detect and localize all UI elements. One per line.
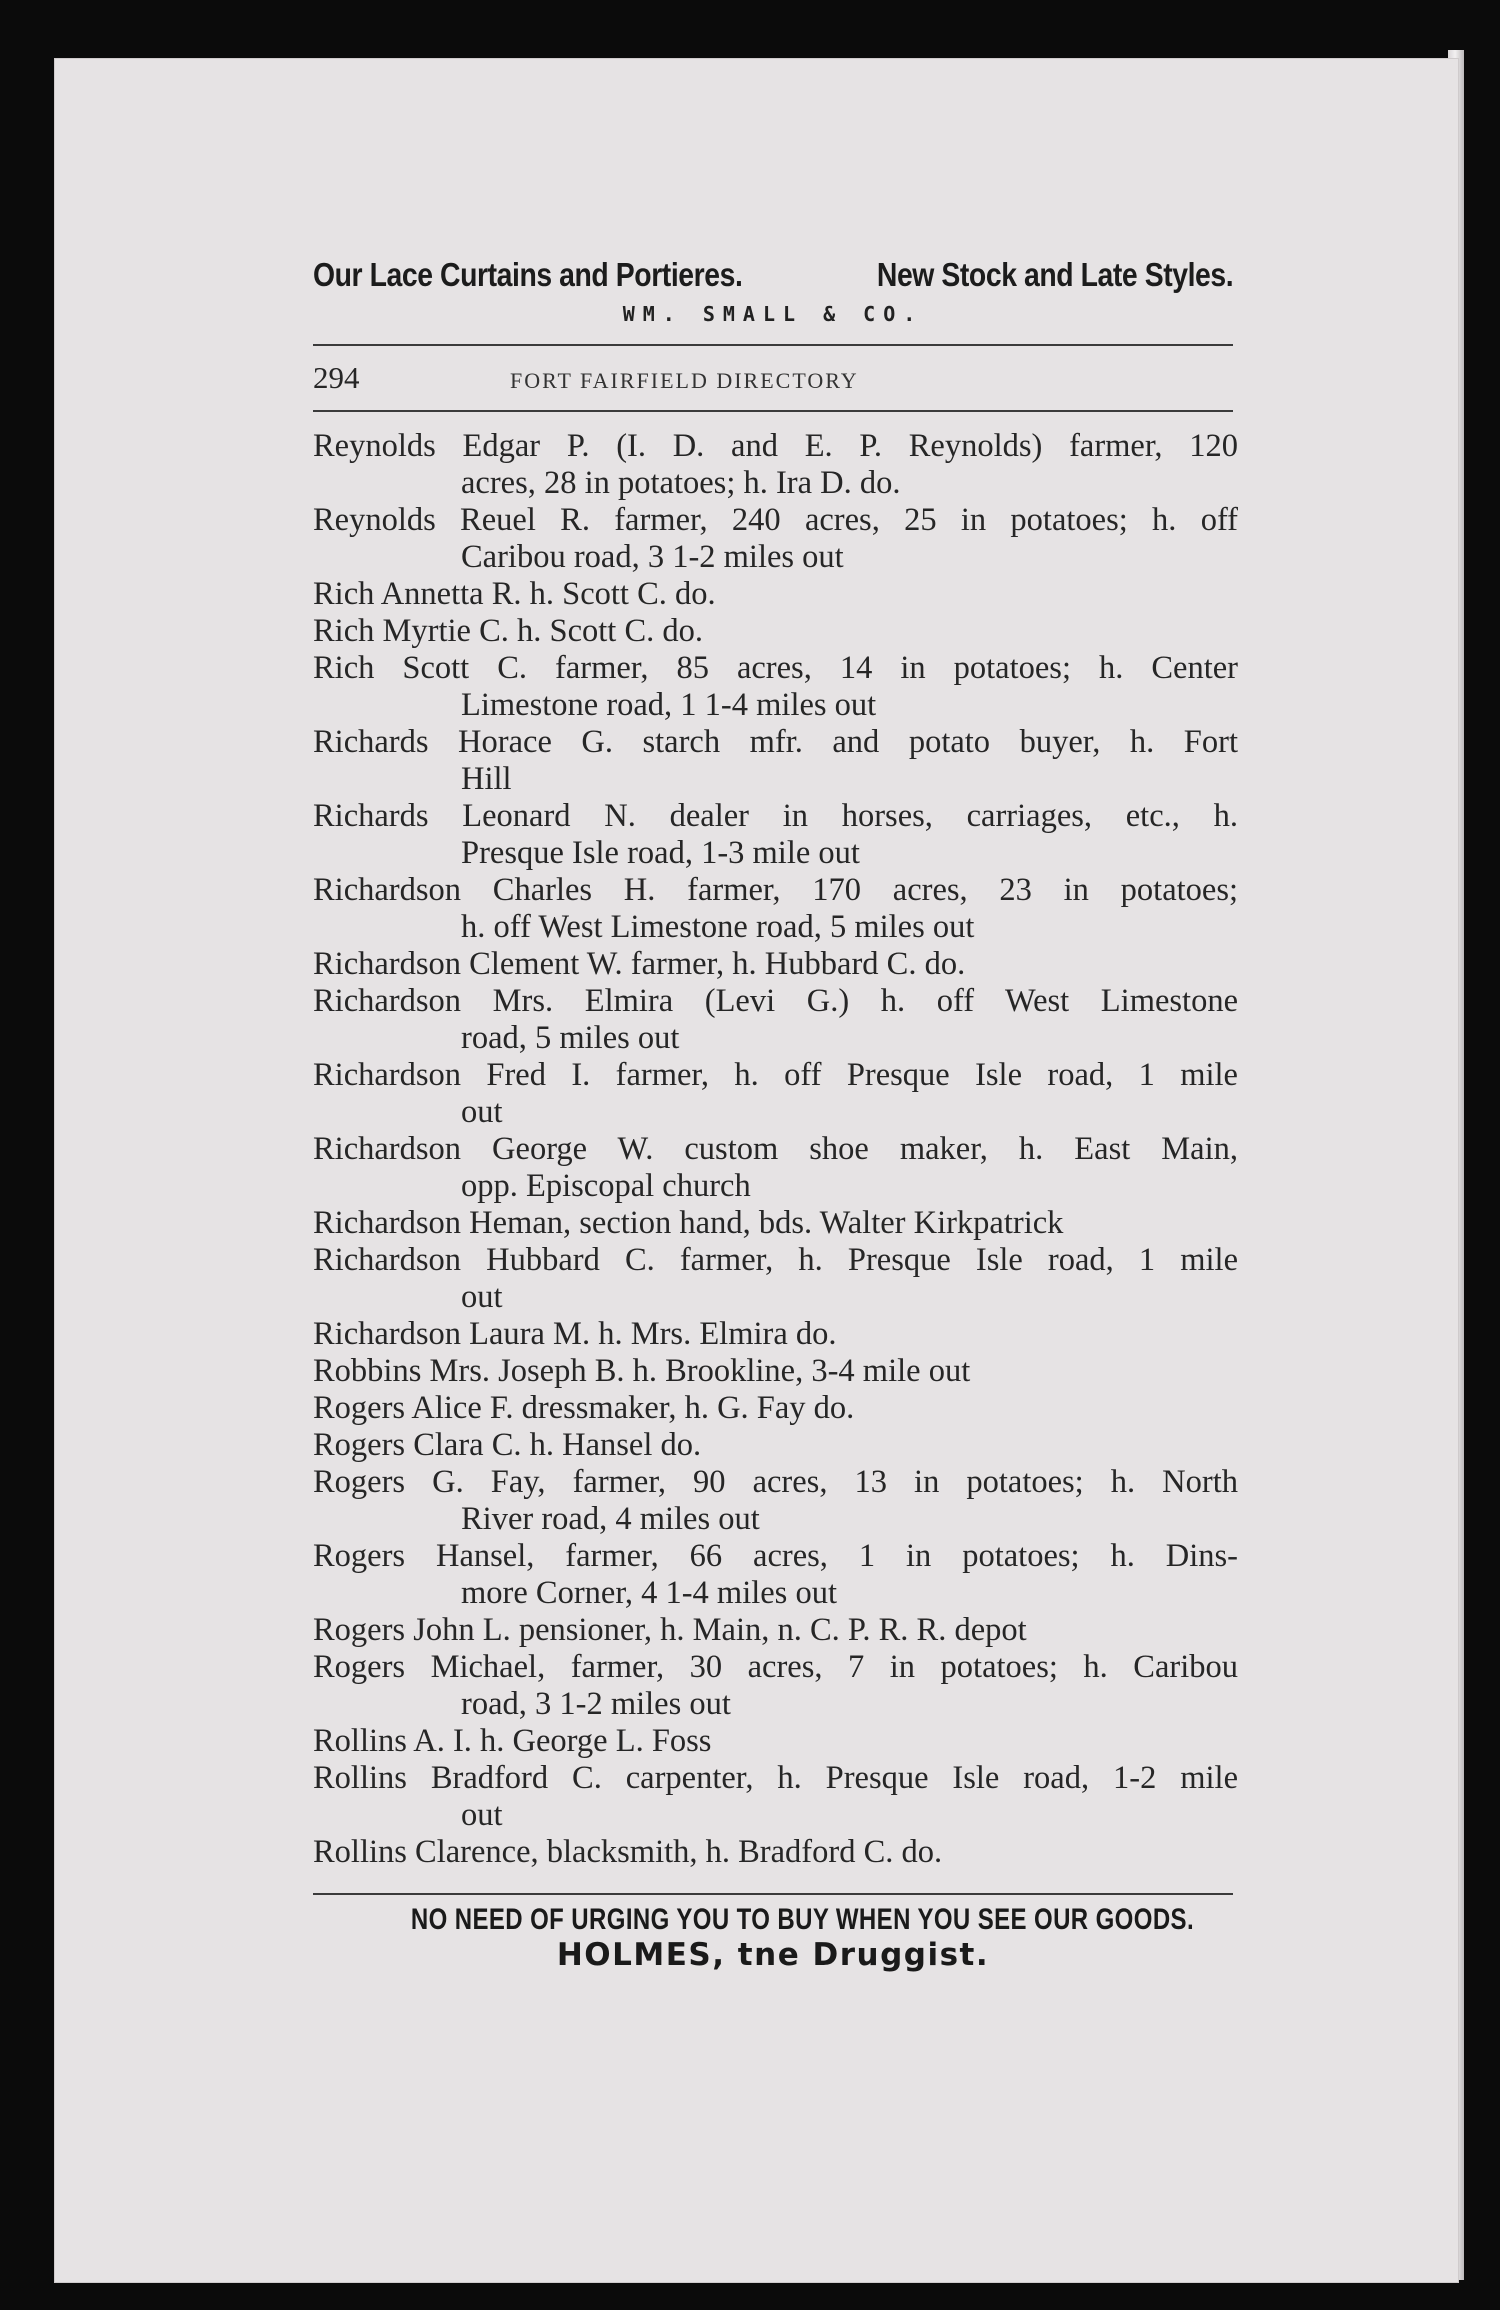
entry-continuation-line: out xyxy=(461,1279,503,1315)
page-number: 294 xyxy=(313,360,360,395)
directory-entry xyxy=(313,1464,1238,1538)
entry-line: Reynolds Edgar P. (I. D. and E. P. Reynolds) farmer, 120 xyxy=(313,428,1238,464)
entry-line: Richardson Heman, section hand, bds. Walter Kirkpatrick xyxy=(313,1205,1064,1241)
entry-line: Richardson Charles H. farmer, 170 acres, 23 in potatoes; xyxy=(313,872,1238,908)
entry-line: Richards Horace G. starch mfr. and potato buyer, h. Fort xyxy=(313,724,1238,760)
entry-continuation-line: Presque Isle road, 1-3 mile out xyxy=(461,835,860,871)
entry-line: Robbins Mrs. Joseph B. h. Brookline, 3-4 mile out xyxy=(313,1353,971,1389)
entry-line: Rogers Michael, farmer, 30 acres, 7 in potatoes; h. Caribou xyxy=(313,1649,1238,1685)
entry-continuation-line: h. off West Limestone road, 5 miles out xyxy=(461,909,975,945)
bottom-ad-headline: NO NEED OF URGING YOU TO BUY WHEN YOU SEE OUR GOODS. xyxy=(410,1903,1195,1936)
entry-line: Reynolds Reuel R. farmer, 240 acres, 25 in potatoes; h. off xyxy=(313,502,1238,538)
top-ad-headline-left: Our Lace Curtains and Portieres. xyxy=(313,256,743,293)
directory-entry xyxy=(313,576,1238,613)
directory-entry xyxy=(313,798,1238,872)
directory-entry xyxy=(313,1205,1238,1242)
directory-entry xyxy=(313,1760,1238,1834)
entry-continuation-line: acres, 28 in potatoes; h. Ira D. do. xyxy=(461,465,901,501)
entry-continuation-line: opp. Episcopal church xyxy=(461,1168,751,1204)
directory-entry xyxy=(313,724,1238,798)
entry-line: Richardson George W. custom shoe maker, h. East Main, xyxy=(313,1131,1238,1167)
directory-entry xyxy=(313,650,1238,724)
directory-entry xyxy=(313,946,1238,983)
directory-entry xyxy=(313,428,1238,502)
top-ad-advertiser: WM. SMALL & CO. xyxy=(622,302,924,326)
directory-entry xyxy=(313,613,1238,650)
directory-entry xyxy=(313,1390,1238,1427)
directory-entry xyxy=(313,1316,1238,1353)
entry-line: Rogers John L. pensioner, h. Main, n. C. P. R. R. depot xyxy=(313,1612,1027,1648)
directory-entry xyxy=(313,1353,1238,1390)
entry-line: Richards Leonard N. dealer in horses, carriages, etc., h. xyxy=(313,798,1238,834)
entry-continuation-line: road, 5 miles out xyxy=(461,1020,680,1056)
entry-line: Rogers Clara C. h. Hansel do. xyxy=(313,1427,702,1463)
entry-line: Richardson Fred I. farmer, h. off Presque Isle road, 1 mile xyxy=(313,1057,1238,1093)
entry-line: Richardson Laura M. h. Mrs. Elmira do. xyxy=(313,1316,837,1352)
directory-entry xyxy=(313,1834,1238,1871)
directory-entry xyxy=(313,1723,1238,1760)
directory-entry xyxy=(313,1057,1238,1131)
directory-entry xyxy=(313,1242,1238,1316)
top-ad-headline-right: New Stock and Late Styles. xyxy=(876,256,1234,293)
top-ad-headline xyxy=(313,256,1233,294)
entry-line: Rollins Bradford C. carpenter, h. Presque Isle road, 1-2 mile xyxy=(313,1760,1238,1796)
entry-continuation-line: out xyxy=(461,1094,503,1130)
directory-entry xyxy=(313,1612,1238,1649)
entry-continuation-line: out xyxy=(461,1797,503,1833)
header-rule xyxy=(313,410,1233,412)
entry-line: Rogers Hansel, farmer, 66 acres, 1 in potatoes; h. Dins- xyxy=(313,1538,1238,1574)
entry-line: Rollins A. I. h. George L. Foss xyxy=(313,1723,712,1759)
entry-line: Rich Scott C. farmer, 85 acres, 14 in potatoes; h. Center xyxy=(313,650,1238,686)
directory-entry xyxy=(313,872,1238,946)
entry-continuation-line: Hill xyxy=(461,761,512,797)
directory-entry xyxy=(313,502,1238,576)
entry-line: Rogers Alice F. dressmaker, h. G. Fay do. xyxy=(313,1390,855,1426)
top-advertisement xyxy=(313,256,1233,326)
directory-entry xyxy=(313,1649,1238,1723)
page-content xyxy=(313,256,1238,1973)
entry-line: Rich Annetta R. h. Scott C. do. xyxy=(313,576,716,612)
directory-entry xyxy=(313,1131,1238,1205)
entry-continuation-line: Caribou road, 3 1-2 miles out xyxy=(461,539,844,575)
directory-entry xyxy=(313,983,1238,1057)
entry-continuation-line: road, 3 1-2 miles out xyxy=(461,1686,731,1722)
entry-line: Richardson Mrs. Elmira (Levi G.) h. off West Limestone xyxy=(313,983,1238,1019)
bottom-advertisement xyxy=(313,1903,1233,1973)
directory-entry xyxy=(313,1538,1238,1612)
entry-line: Rollins Clarence, blacksmith, h. Bradford C. do. xyxy=(313,1834,943,1870)
entry-continuation-line: Limestone road, 1 1-4 miles out xyxy=(461,687,877,723)
running-head: FORT FAIRFIELD DIRECTORY xyxy=(510,368,859,393)
directory-entries xyxy=(313,428,1238,1871)
bottom-rule xyxy=(313,1893,1233,1895)
entry-line: Rich Myrtie C. h. Scott C. do. xyxy=(313,613,703,649)
page-header xyxy=(313,360,1233,400)
entry-line: Richardson Hubbard C. farmer, h. Presque Isle road, 1 mile xyxy=(313,1242,1238,1278)
directory-entry xyxy=(313,1427,1238,1464)
entry-continuation-line: River road, 4 miles out xyxy=(461,1501,760,1537)
entry-line: Richardson Clement W. farmer, h. Hubbard C. do. xyxy=(313,946,966,982)
bottom-ad-advertiser: HOLMES, tne Druggist. xyxy=(556,1937,990,1973)
entry-line: Rogers G. Fay, farmer, 90 acres, 13 in potatoes; h. North xyxy=(313,1464,1238,1500)
entry-continuation-line: more Corner, 4 1-4 miles out xyxy=(461,1575,837,1611)
top-rule xyxy=(313,344,1233,346)
